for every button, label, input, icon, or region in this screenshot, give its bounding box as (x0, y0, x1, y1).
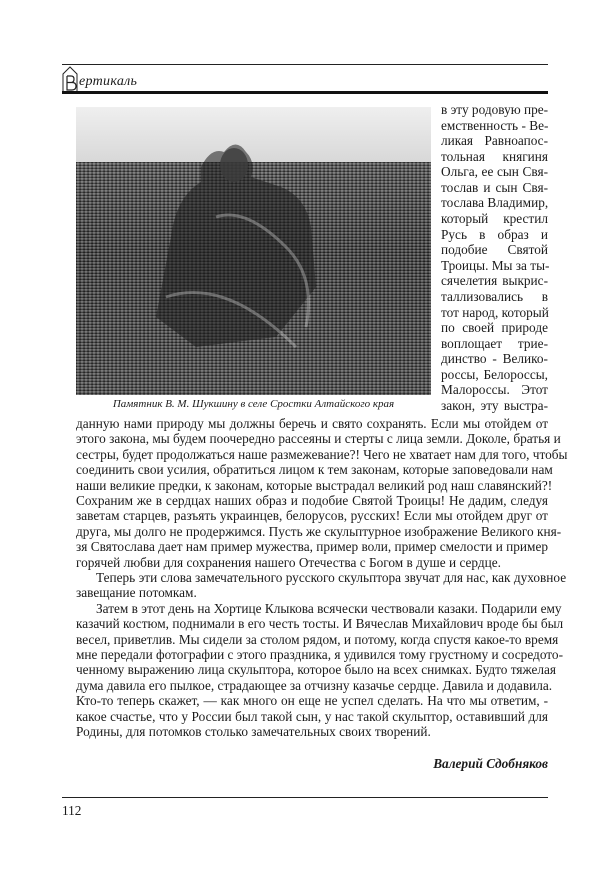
footer-rule (62, 797, 548, 798)
body-text-line: дума давила его пылкое, страдающее за отчизну казачье сердце. Давила и додавила. (76, 677, 553, 693)
body-text-line: зя Святослава дает нам пример мужества, пример воли, пример смелости и пример (76, 539, 548, 555)
column-text-line: динство - Велико- (441, 351, 548, 367)
body-text-line: заветам старцев, разъять украинцев, белорусов, русских! Если мы отойдем друг от (76, 508, 548, 524)
body-text-line: этого закона, мы будем поочередно рассеяны и стерты с лица земли. Доколе, братья и (76, 431, 561, 447)
body-text-line: весел, приветлив. Мы сидели за столом рядом, и потому, когда спустя какое-то время (76, 631, 559, 647)
column-text-line: Троицы. Мы за ты- (441, 257, 550, 273)
body-text-line: казачий костюм, поднимали в его честь тосты. И Вячеслав Михайлович вроде бы был (76, 616, 564, 632)
column-text-line: россы, Белороссы, (441, 366, 548, 382)
column-text-line: по своей природе (441, 320, 548, 336)
column-text-line: который крестил (441, 211, 548, 227)
column-text-line: тослав и сын Свя- (441, 179, 548, 195)
column-text-line: Ольга, ее сын Свя- (441, 164, 548, 180)
page-number: 112 (62, 803, 82, 818)
body-text-line: Родины, для потомков столько замечательных своих творений. (76, 724, 431, 739)
column-text-line: в эту родовую пре- (441, 102, 549, 117)
photo-caption: Памятник В. М. Шукшину в селе Сростки Алтайского края (112, 398, 395, 410)
sculpture-silhouette (76, 107, 431, 395)
body-text-line: Затем в этот день на Хортице Клыкова всячески чествовали казаки. Подарили ему (96, 600, 562, 616)
monument-photo (76, 107, 431, 395)
body-text-line: наши великие предки, к законам, которые выстрадал великий род наш славянский?! (76, 477, 553, 493)
body-text-line: ченному выражению лица скульптора, которое было на всех снимках. Будто тяжелая (76, 662, 557, 678)
column-text-line: воплощает трие- (441, 335, 548, 351)
body-text-line: мне передали фотографии с этого праздника, я удивился тому грустному и сосредото- (76, 647, 564, 662)
body-text-line: соединить свои усилия, обратиться лицом к тем законам, которые заповедовали нам (76, 462, 553, 478)
magazine-logo (62, 66, 137, 92)
column-text-line: тот народ, который (441, 304, 549, 320)
body-text-line: Теперь эти слова замечательного русского скульптора звучат для нас, как духовное (96, 570, 567, 585)
body-text-line: Кто-то теперь скажет, — как много он еще не успел сделать. На что мы ответим, - (76, 693, 548, 709)
body-text-line: друга, мы долго не продержимся. Пусть же скульптурное изображение Великого кня- (76, 523, 562, 539)
column-text-line: сячелетия выкрис- (441, 273, 548, 289)
column-text-line: тольная княгиня (441, 148, 548, 164)
body-text-line: данную нами природу мы должны беречь и свято сохранять. Если мы отойдем от (76, 416, 548, 431)
column-text-line: Русь в образ и (441, 226, 548, 242)
logo-text: ертикаль (79, 74, 138, 89)
header-rule (62, 64, 548, 65)
header-thick-rule (62, 91, 548, 94)
body-text-line: какое счастье, что у России был такой сын, у нас такой скульптор, оставивший для (76, 708, 548, 724)
author-signature: Валерий Сдобняков (433, 756, 548, 771)
column-text-line: таллизовались в (441, 288, 548, 304)
column-text-line: Малороссы. Этот (441, 382, 548, 398)
column-text-line: емственность - Ве- (441, 117, 549, 133)
column-text-line: закон, эту выстра- (441, 398, 548, 413)
column-text-line: тослава Владимир, (441, 195, 549, 211)
body-text-line: завещание потомкам. (76, 585, 197, 601)
house-letter-logo-icon (62, 66, 78, 92)
column-text-line: ликая Равноапос- (441, 133, 548, 149)
column-text-line: подобие Святой (441, 242, 548, 258)
body-text-line: горячей любви для сохранения нашего Отечества с Богом в душе и сердце. (76, 554, 501, 570)
body-text-line: Сохраним же в сердцах наших образ и подобие Святой Троицы! Не дадим, следуя (76, 493, 548, 508)
body-text-line: сестры, будет продолжаться наше размежевание?! Чего не хватает нам для того, чтобы (76, 446, 568, 462)
